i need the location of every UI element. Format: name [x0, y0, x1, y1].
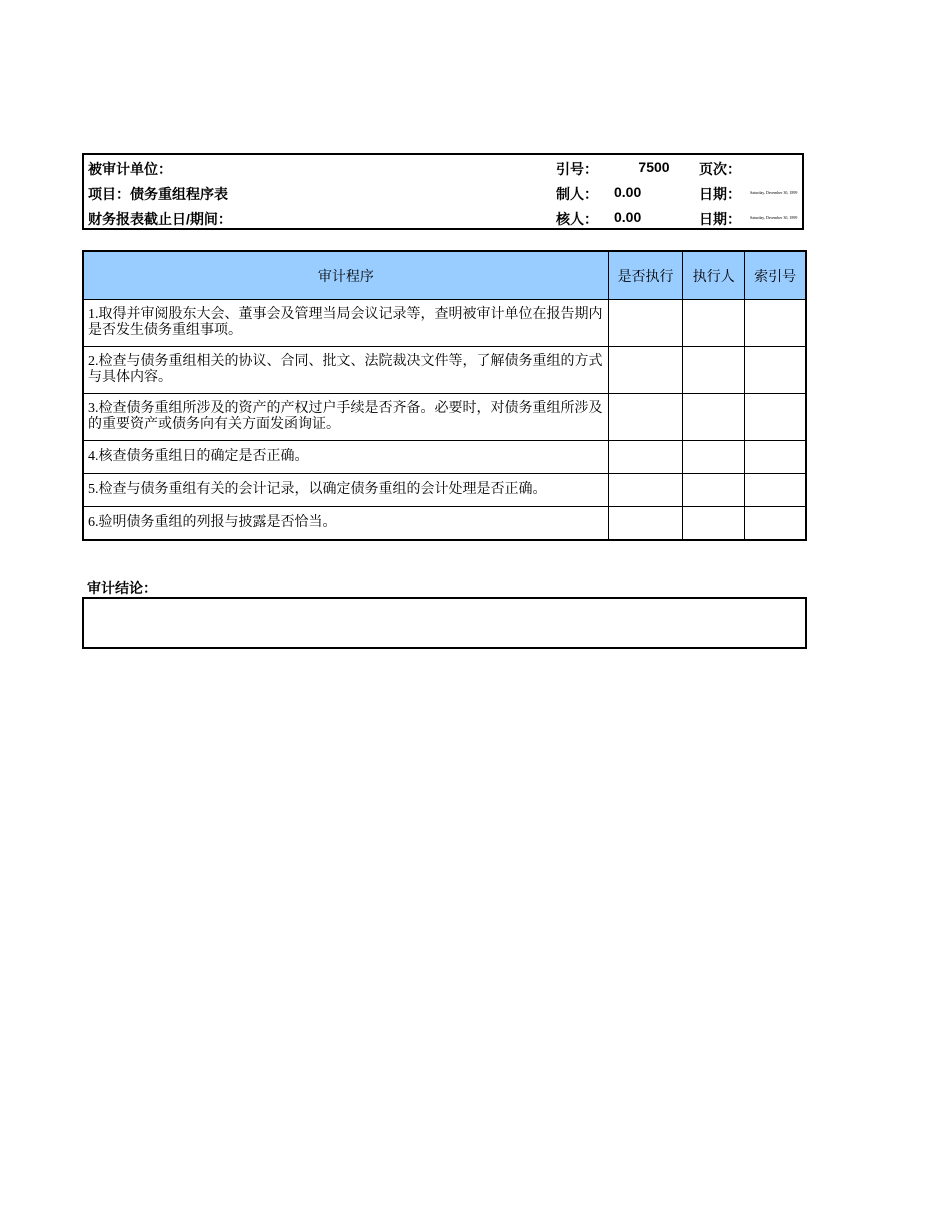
- header-block: [82, 153, 804, 230]
- table-row: [83, 474, 806, 507]
- review-date-label: 日期：: [699, 211, 741, 227]
- reference-value: 7500: [638, 159, 670, 175]
- header-row-period: [84, 205, 802, 230]
- table-row: [83, 507, 806, 540]
- prepare-date-label: 日期：: [699, 186, 741, 202]
- executor-cell[interactable]: [683, 394, 745, 441]
- preparer-label: 制人：: [556, 186, 598, 202]
- executor-cell[interactable]: [683, 347, 745, 394]
- col-procedure: 审计程序: [83, 251, 608, 300]
- executed-cell[interactable]: [608, 347, 683, 394]
- executed-cell[interactable]: [608, 441, 683, 474]
- period-label: 财务报表截止日/期间：: [88, 211, 232, 227]
- procedure-table: [82, 250, 807, 541]
- executed-cell[interactable]: [608, 507, 683, 540]
- col-executed: 是否执行: [608, 251, 683, 300]
- reference-label: 引号：: [556, 161, 598, 177]
- prepare-date-value: Saturday, December 30, 1899: [750, 190, 798, 195]
- procedure-step: 2.检查与债务重组相关的协议、合同、批文、法院裁决文件等，了解债务重组的方式与具体内容。: [83, 347, 608, 394]
- page-label: 页次：: [699, 161, 741, 177]
- executed-cell[interactable]: [608, 474, 683, 507]
- table-row: [83, 394, 806, 441]
- executor-cell[interactable]: [683, 474, 745, 507]
- procedure-step: 5.检查与债务重组有关的会计记录，以确定债务重组的会计处理是否正确。: [83, 474, 608, 507]
- reviewer-value: 0.00: [614, 209, 642, 225]
- executor-cell[interactable]: [683, 507, 745, 540]
- col-executor: 执行人: [683, 251, 745, 300]
- conclusion-label: 审计结论：: [87, 580, 157, 596]
- procedure-step: 1.取得并审阅股东大会、董事会及管理当局会议记录等，查明被审计单位在报告期内是否发生债务重组事项。: [83, 300, 608, 347]
- reviewer-label: 核人：: [556, 211, 598, 227]
- col-index: 索引号: [745, 251, 806, 300]
- index-cell[interactable]: [745, 441, 806, 474]
- header-row-auditee: [84, 155, 802, 180]
- auditee-label: 被审计单位：: [88, 161, 172, 177]
- executor-cell[interactable]: [683, 441, 745, 474]
- index-cell[interactable]: [745, 347, 806, 394]
- conclusion-box[interactable]: [82, 597, 807, 649]
- table-row: [83, 347, 806, 394]
- executed-cell[interactable]: [608, 394, 683, 441]
- index-cell[interactable]: [745, 474, 806, 507]
- index-cell[interactable]: [745, 300, 806, 347]
- header-row-project: [84, 180, 802, 205]
- preparer-value: 0.00: [614, 184, 642, 200]
- procedure-step: 4.核查债务重组日的确定是否正确。: [83, 441, 608, 474]
- table-row: [83, 300, 806, 347]
- review-date-value: Saturday, December 30, 1899: [750, 215, 798, 220]
- procedure-step: 3.检查债务重组所涉及的资产的产权过户手续是否齐备。必要时，对债务重组所涉及的重要资产或债务向有关方面发函询证。: [83, 394, 608, 441]
- table-header-row: [83, 251, 806, 300]
- index-cell[interactable]: [745, 394, 806, 441]
- project-label: 项目：债务重组程序表: [88, 186, 228, 202]
- executor-cell[interactable]: [683, 300, 745, 347]
- table-row: [83, 441, 806, 474]
- executed-cell[interactable]: [608, 300, 683, 347]
- procedure-step: 6.验明债务重组的列报与披露是否恰当。: [83, 507, 608, 540]
- index-cell[interactable]: [745, 507, 806, 540]
